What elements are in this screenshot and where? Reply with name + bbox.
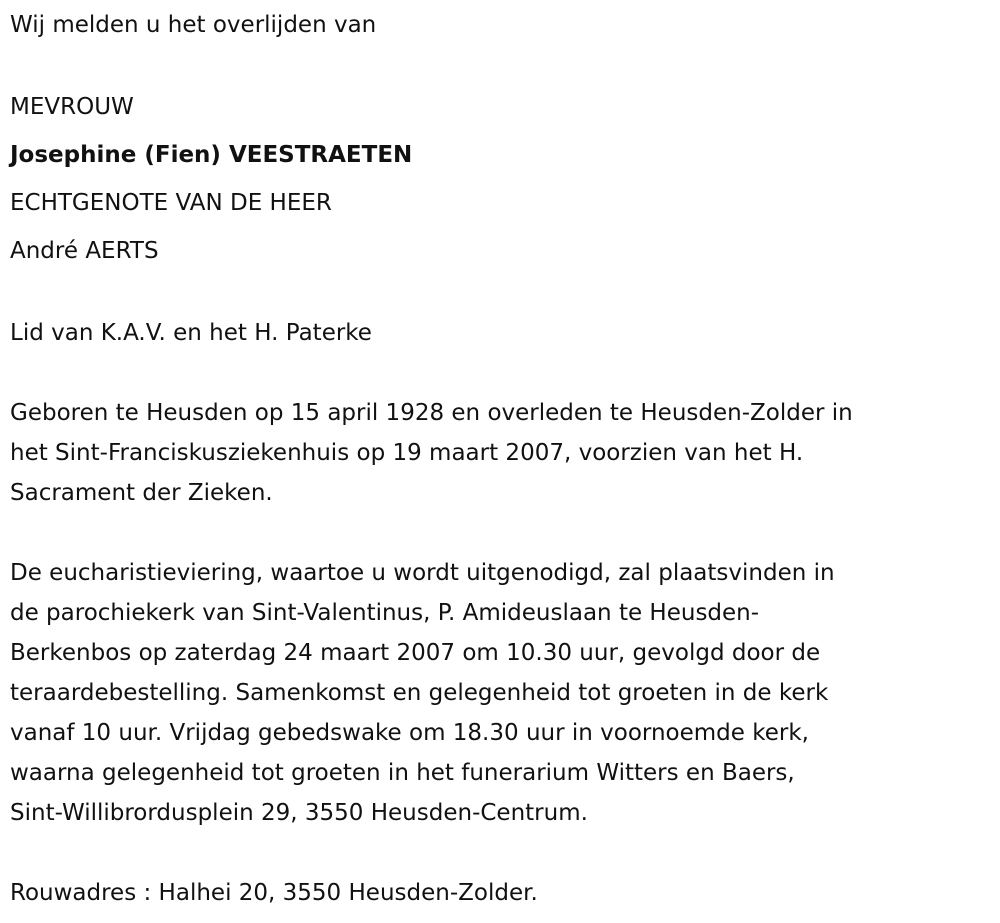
- spacer: [10, 353, 990, 393]
- obituary-document: [10, 0, 990, 913]
- spouse-name: André AERTS: [10, 238, 159, 264]
- spacer: [10, 833, 990, 873]
- service-paragraph: [10, 553, 990, 833]
- intro-text: Wij melden u het overlijden van: [10, 12, 377, 38]
- service-line: teraardebestelling. Samenkomst en gelegenheid tot groeten in de kerk: [10, 680, 829, 706]
- spacer: [10, 275, 990, 313]
- service-line: Berkenbos op zaterdag 24 maart 2007 om 10.30 uur, gevolgd door de: [10, 640, 821, 666]
- spacer: [10, 45, 990, 83]
- membership-text: Lid van K.A.V. en het H. Paterke: [10, 320, 372, 346]
- service-line: waarna gelegenheid tot groeten in het funerarium Witters en Baers,: [10, 760, 795, 786]
- mourning-address: Rouwadres : Halhei 20, 3550 Heusden-Zolder.: [10, 880, 538, 906]
- spacer: [10, 513, 990, 553]
- spouse-title: ECHTGENOTE VAN DE HEER: [10, 190, 332, 216]
- service-line: vanaf 10 uur. Vrijdag gebedswake om 18.30 uur in voornoemde kerk,: [10, 720, 809, 746]
- service-line: De eucharistieviering, waartoe u wordt uitgenodigd, zal plaatsvinden in: [10, 560, 835, 586]
- birth-line: Sacrament der Zieken.: [10, 480, 273, 506]
- person-title: MEVROUW: [10, 94, 134, 120]
- person-name: Josephine (Fien) VEESTRAETEN: [10, 142, 413, 168]
- service-line: Sint-Willibrordusplein 29, 3550 Heusden-Centrum.: [10, 800, 588, 826]
- birth-line: het Sint-Franciskusziekenhuis op 19 maart 2007, voorzien van het H.: [10, 440, 804, 466]
- birth-paragraph: [10, 393, 990, 513]
- birth-line: Geboren te Heusden op 15 april 1928 en overleden te Heusden-Zolder in: [10, 400, 853, 426]
- service-line: de parochiekerk van Sint-Valentinus, P. Amideuslaan te Heusden-: [10, 600, 760, 626]
